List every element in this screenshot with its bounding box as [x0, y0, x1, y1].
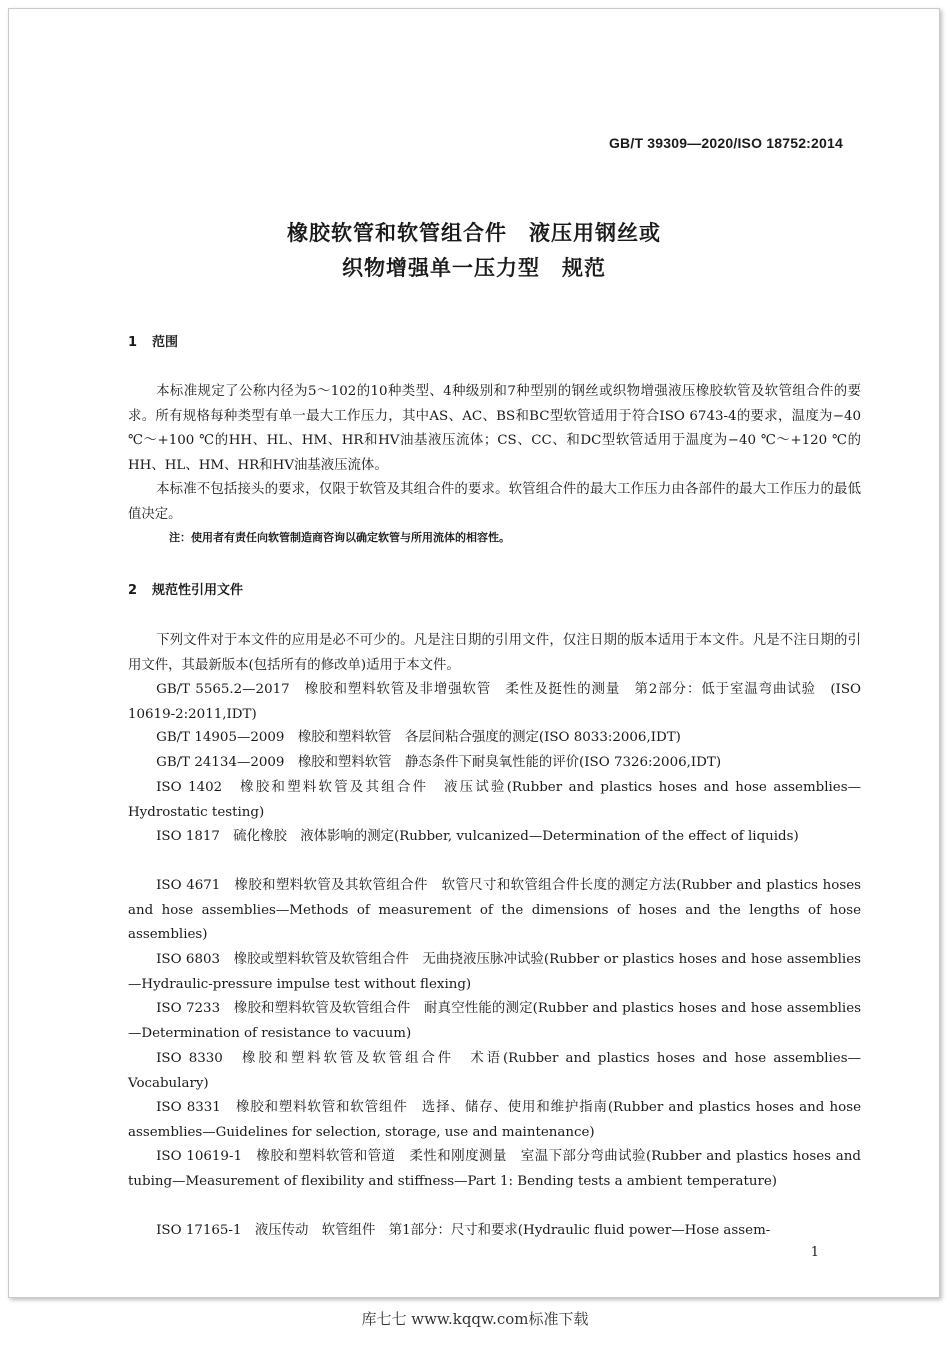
reference-item: ISO 4671 橡胶和塑料软管及其软管组合件 软管尺寸和软管组合件长度的测定方法(Rubber and plastics hoses and hose assemblies—Methods of measurement of the dimensions of hoses and the lengths of hose assemblies)	[128, 878, 861, 943]
reference-item: ISO 10619-1 橡胶和塑料软管和管道 柔性和刚度测量 室温下部分弯曲试验(Rubber and plastics hoses and tubing—Measurement of flexibility and stiffness—Part 1: Bending tests a ambient temperature)	[128, 1149, 861, 1189]
section-2-number: 2	[128, 583, 138, 598]
document-page	[8, 8, 940, 1298]
section-2-title: 规范性引用文件	[152, 583, 244, 598]
document-title-line-1: 橡胶软管和软管组合件 液压用钢丝或	[287, 221, 661, 245]
section-1-number: 1	[128, 335, 138, 350]
reference-item: ISO 1817 硫化橡胶 液体影响的测定(Rubber, vulcanized—Determination of the effect of liquids)	[156, 829, 799, 844]
reference-item: ISO 6803 橡胶或塑料软管及软管组合件 无曲挠液压脉冲试验(Rubber or plastics hoses and hose assemblies—Hydraulic-pressure impulse test without flexing)	[128, 952, 861, 992]
document-title-line-2: 织物增强单一压力型 规范	[342, 256, 606, 280]
reference-item: ISO 8330 橡胶和塑料软管及软管组合件 术语(Rubber and plastics hoses and hose assemblies—Vocabulary)	[128, 1051, 861, 1091]
section-1-paragraph: 本标准规定了公称内径为5～102的10种类型、4种级别和7种型别的钢丝或织物增强液压橡胶软管及软管组合件的要求。所有规格每种类型有单一最大工作压力，其中AS、AC、BS和BC型软管适用于符合ISO 6743-4的要求，温度为−40 ℃～+100 ℃的HH、HL、HM、HR和HV油基液压流体；CS、CC、和DC型软管适用于温度为−40 ℃～+120 ℃的HH、HL、HM、HR和HV油基液压流体。	[128, 384, 861, 473]
reference-item: ISO 17165-1 液压传动 软管组件 第1部分：尺寸和要求(Hydraulic fluid power—Hose assem-	[156, 1223, 771, 1238]
page-number: 1	[810, 1245, 819, 1260]
download-footer: 库七七 www.kqqw.com标准下载	[361, 1310, 589, 1328]
section-2-heading	[128, 579, 243, 598]
section-1-paragraph: 本标准不包括接头的要求，仅限于软管及其组合件的要求。软管组合件的最大工作压力由各部件的最大工作压力的最低值决定。	[128, 482, 861, 522]
section-1-title: 范围	[152, 335, 179, 350]
reference-item: GB/T 24134—2009 橡胶和塑料软管 静态条件下耐臭氧性能的评价(ISO 7326:2006,IDT)	[156, 755, 722, 770]
reference-item: ISO 7233 橡胶和塑料软管及软管组合件 耐真空性能的测定(Rubber and plastics hoses and hose assemblies—Determination of resistance to vacuum)	[128, 1001, 861, 1041]
standard-number: GB/T 39309—2020/ISO 18752:2014	[608, 135, 843, 151]
reference-item: GB/T 14905—2009 橡胶和塑料软管 各层间粘合强度的测定(ISO 8033:2006,IDT)	[156, 730, 681, 745]
reference-item: GB/T 5565.2—2017 橡胶和塑料软管及非增强软管 柔性及挺性的测量 第2部分：低于室温弯曲试验 (ISO 10619-2:2011,IDT)	[128, 682, 861, 722]
reference-item: ISO 1402 橡胶和塑料软管及其组合件 液压试验(Rubber and plastics hoses and hose assemblies—Hydrostatic testing)	[128, 780, 861, 820]
reference-item: ISO 8331 橡胶和塑料软管和软管组件 选择、储存、使用和维护指南(Rubber and plastics hoses and hose assemblies—Guidelines for selection, storage, use and maintenance)	[128, 1100, 861, 1140]
section-1-heading	[128, 331, 178, 350]
section-2-intro: 下列文件对于本文件的应用是必不可少的。凡是注日期的引用文件，仅注日期的版本适用于本文件。凡是不注日期的引用文件，其最新版本(包括所有的修改单)适用于本文件。	[128, 633, 861, 673]
section-1-note: 注：使用者有责任向软管制造商咨询以确定软管与所用流体的相容性。	[169, 531, 510, 544]
